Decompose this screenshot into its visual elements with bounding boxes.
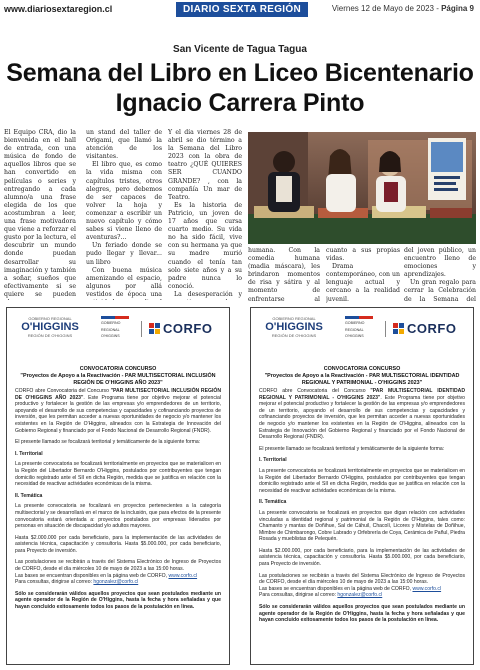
- notice-body: [15, 388, 221, 611]
- corfo-logo: [141, 317, 225, 341]
- notice-final-note: Sólo se considerarán válidos aquellos proyectos que sean postulados mediante un agente operador de la Región de O'Higgins, hasta la fecha y hora señaladas y que hayan concluido exitosamente todos los pasos de la postulación en línea.: [259, 604, 465, 624]
- section-territorial-heading: I. Territorial: [259, 457, 287, 464]
- page-header: [0, 0, 480, 20]
- page-number: Página 9: [441, 4, 474, 13]
- gob-logo-line-1: GOBIERNO: [345, 321, 365, 325]
- notice-apply-c: [259, 592, 465, 599]
- article-paragraph: Un gran regalo para cerrar la Celebración de la Semana del: [404, 279, 476, 303]
- article-paragraph: Es la historia de Patricio, un joven de 17 años que cursa cuarto medio. Su vida no ha sido fácil, vive con su hermana ya que su madre murió cuando el tenía tan solo siete años y a su padre nunca lo conoció.: [168, 201, 242, 290]
- notice-final-note: Sólo se considerarán válidos aquellos proyectos que sean postulados mediante un agente operador de la Región de O'Higgins, hasta la fecha y hora señaladas y que hayan concluido exitosamente todos los pasos de la postulación en línea.: [15, 590, 221, 611]
- notice-apply-a: Las postulaciones se recibirán a través del Sistema Electrónico de Ingreso de Proyectos de CORFO, desde el día miércoles 10 de mayo de 2023 a las 15:00 horas.: [259, 572, 465, 586]
- article-paragraph: del joven público, un encuentro lleno de emociones y aprendizajes.: [404, 247, 476, 279]
- corfo-web-link[interactable]: www.corfo.cl: [412, 585, 442, 592]
- notice-intro: [259, 388, 465, 441]
- article-column-3: [168, 129, 242, 300]
- intro-program-name: "PAR MULTISECTORIAL INCLUSIÓN REGIÓN DE O'HIGGINS AÑO 2023": [15, 388, 222, 401]
- corfo-mark-icon: [393, 323, 404, 334]
- section-tematica-heading: II. Temática: [15, 492, 43, 499]
- section-territorial-text: La presente convocatoria se focalizará territorialmente en proyectos que se materialicen en la Región del Libertador Bernardo O'Higgins, postulados por contribuyentes que tengan domicilio registrado ante el SII en dicha Región, medida que se justifica en relación con la necesidad de reactivar actividades económicas de la misma.: [259, 467, 465, 494]
- notice-identidad: [250, 307, 474, 665]
- gob-logo-line-3: O'HIGGINS: [345, 334, 364, 338]
- article-paragraph: El Equipo CRA, dio la bienvenida en el hall de entrada, con una música de fondo de aquellos libros que se han convertido en películas o series y entregando a cada alumno/a una frase elegida de los que acostumbran a leer, una frase motivadora que viene a reforzar el gusto por la lectura, el descubrir un mundo donde puedan desarrollar su imaginación y también a soñar, sueños que efectivamente si se quiere se pueden: [4, 129, 76, 298]
- corfo-logo: [385, 317, 469, 341]
- notice-logos: [251, 308, 473, 352]
- article-column-1: [4, 129, 76, 300]
- gob-logo-line-3: O'HIGGINS: [101, 334, 120, 338]
- ohiggins-logo-gobierno: GOBIERNO REGIONAL: [272, 316, 316, 321]
- issue-date: [332, 4, 474, 13]
- notice-apply-c: [15, 579, 221, 586]
- notice-body: [259, 388, 465, 624]
- ohiggins-logo-sub: REGIÓN DE O'HIGGINS: [27, 333, 73, 338]
- ohiggins-logo-sub: REGIÓN DE O'HIGGINS: [271, 333, 317, 338]
- article-column-4: [248, 247, 320, 303]
- section-tematica-text: La presente convocatoria se focalizará en proyectos pertenecientes a la categoría multisectorial y se desarrollará en el marco de la inclusión, que para efectos de la presente convocatoria estará orientada a: proyectos postulados por empresas liderados por personas en situación de discapacidad y/o adultos mayores.: [15, 503, 221, 530]
- ohiggins-logo-gobierno: GOBIERNO REGIONAL: [28, 316, 72, 321]
- article-paragraph: Con buena música amenizando el espacio, algunos por allá vestidos de época una: [86, 266, 162, 298]
- article-paragraph: humana. Con la comedia humana (madia máscara), les brindaron momentos de risa y sátira y al momento de enfrentarse al: [248, 247, 320, 303]
- corfo-web-link[interactable]: www.corfo.cl: [168, 572, 198, 579]
- notice-logos: [7, 308, 229, 352]
- article-paragraph: Drama contemporáneo, con un lenguaje actual y cercano a la realidad juvenil.: [326, 263, 400, 303]
- section-tematica-heading: II. Temática: [259, 499, 287, 506]
- section-tematica-text: La presente convocatoria se focalizará en proyectos que digan relación con actividades vinculadas a identidad regional y patrimonial de la Región de O'Higgins, tales como: Chamanto y mantas de Doñihue, Sal de Cáhuil, Chacolí, Licores y Mistelas de Doñihue, Mimbre de Chimbarongo, Cobre Labrado y Orfebrería de Coya, Cerámica de Pañul, Piedra Rosada y mueblistas de Pelequén.: [259, 509, 465, 543]
- contact-email-link[interactable]: hgonzalez@corfo.cl: [93, 579, 139, 586]
- ohiggins-logo-name: O'HIGGINS: [265, 321, 323, 333]
- flag-bar: [345, 316, 379, 319]
- notice-apply-a: Las postulaciones se recibirán a través del Sistema Electrónico de Ingreso de Proyectos de CORFO, desde el día miércoles 10 de mayo de 2023 a las 15:00 horas.: [15, 559, 221, 573]
- gobierno-regional-logo: [101, 316, 135, 342]
- newspaper-title: DIARIO SEXTA REGIÓN: [176, 2, 308, 17]
- notice-apply-b: [259, 586, 465, 593]
- notice-focus: El presente llamado se focalizará territorial y temáticamente de la siguiente forma:: [259, 445, 445, 452]
- site-url[interactable]: www.diariosextaregion.cl: [4, 4, 113, 14]
- section-territorial-text: La presente convocatoria se focalizará territorialmente en proyectos que se materialicen en la Región del Libertador Bernardo O'Higgins, postulados por contribuyentes que tengan domicilio registrado ante el SII en dicha Región, medida que se justifica en relación con la necesidad de reactivar actividades económicas de la misma.: [15, 461, 221, 488]
- article-paragraph: La desesperación y: [174, 290, 242, 298]
- intro-lead: CORFO abre Convocatoria del Concurso: [15, 388, 111, 394]
- article-column-2: [86, 129, 162, 300]
- section-territorial-heading: I. Territorial: [15, 450, 43, 457]
- intro-lead: CORFO abre Convocatoria del Concurso: [259, 388, 371, 394]
- flag-bar: [101, 316, 135, 319]
- apply-c-lead: Para consultas, dirigirse al correo:: [259, 592, 338, 599]
- contact-email-link[interactable]: hgonzalez@corfo.cl: [337, 592, 383, 599]
- photo-illustration: [248, 132, 476, 244]
- date-text: Viernes 12 de Mayo de 2023 -: [331, 4, 442, 13]
- notice-title-line-2: "Proyectos de Apoyo a la Reactivación - PAR MULTISECTORIAL IDENTIDAD REGIONAL Y PATRIMONIAL - O'HIGGINS 2023": [264, 373, 460, 386]
- notice-amount: Hasta $2.000.000 por cada beneficiario, para la implementación de las actividades de asistencia técnica, capacitación y consultoría. Hasta $5.000.000, por cada beneficiario, para Proyecto de inversión.: [15, 534, 221, 554]
- notice-amount: Hasta $2.000.000, por cada beneficiario, para la implementación de las actividades de asistencia técnica, capacitación y consultoría. Hasta $5.000.000, por cada beneficiario, para Proyecto de inversión.: [259, 547, 465, 568]
- notice-focus: El presente llamado se focalizará territorial y temáticamente de la siguiente forma:: [15, 439, 201, 446]
- article-photo: [248, 132, 476, 244]
- intro-program-name: "PAR MULTISECTORIAL IDENTIDAD REGIONAL Y PATRIMONIAL - O'HIGGINS 2023": [259, 388, 465, 401]
- article-paragraph: cuanto a sus propias vidas.: [326, 247, 400, 263]
- article-column-6: [404, 247, 476, 303]
- logo-divider: [385, 321, 386, 337]
- corfo-wordmark: CORFO: [163, 321, 213, 336]
- gob-logo-line-1: GOBIERNO: [101, 321, 121, 325]
- intro-rest: . Este Programa tiene por objetivo mejorar el potencial productivo y fortalecer la gestión de las empresas y/o emprendedores de un territorio, apoyando el desarrollo de sus competencias y capacidades y cofinanciando proyectos de inversión, que les permitan acceder a nuevas oportunidades de negocio y/o mantener los existentes en la Región de O'Higgins, alineados con la Estrategia de Innovación del Gobierno Regional y financiado por el Fondo Nacional de Desarrollo Regional (FNDR).: [15, 394, 221, 434]
- notice-title-line-1: CONVOCATORIA CONCURSO: [79, 366, 157, 372]
- notice-apply-b: [15, 573, 221, 580]
- ohiggins-logo: [15, 316, 85, 338]
- gobierno-regional-logo: [345, 316, 379, 342]
- apply-b-lead: Las bases se encuentran disponibles en la página web de CORFO,: [259, 585, 413, 592]
- notice-intro: [15, 388, 221, 434]
- logo-divider: [141, 321, 142, 337]
- intro-rest: . Este Programa tiene por objetivo mejorar el potencial productivo y fortalecer la gestión de las empresas y/o emprendedores de un territorio, apoyando el desarrollo de sus competencias y capacidades y cofinanciando proyectos de inversión, que les permitan acceder a nuevas oportunidades de negocio y/o mantener los existentes en la Región de O'Higgins, alineados con la Estrategia de Innovación del Gobierno Regional y financiado por el Fondo Nacional de Desarrollo Regional (FNDR).: [259, 394, 465, 441]
- apply-c-lead: Para consultas, dirigirse al correo:: [15, 579, 94, 586]
- apply-b-lead: Las bases se encuentran disponibles en la página web de CORFO,: [15, 572, 169, 579]
- gob-logo-line-2: REGIONAL: [345, 327, 364, 332]
- article-paragraph: Un feriado donde se pudo llegar y llevar... un libro: [86, 242, 162, 266]
- gob-logo-line-2: REGIONAL: [101, 327, 120, 332]
- article-kicker: San Vicente de Tagua Tagua: [173, 44, 307, 55]
- notice-title: [15, 366, 221, 387]
- article-paragraph: El libro que, es como la vida misma con capítulos tristes, otros alegres, pero debemos de ser capaces de volver la hoja y comenzar a escribir un nuevo capítulo y cómo sabes si viene lleno de aventuras?...: [86, 161, 162, 242]
- notice-title-line-1: CONVOCATORIA CONCURSO: [323, 366, 401, 372]
- notice-inclusion: [6, 307, 230, 665]
- corfo-mark-icon: [149, 323, 160, 334]
- article-headline: Semana del Libro en Liceo Bicentenario Ignacio Carrera Pinto: [6, 59, 474, 117]
- ohiggins-logo: [259, 316, 329, 338]
- article-paragraph: un stand del taller de Origami, que llamó la atención de los visitantes.: [86, 129, 162, 161]
- article-column-5: [326, 247, 400, 303]
- notice-title: [259, 366, 465, 387]
- article-paragraph: Y el día viernes 28 de abril se dio término a la Semana del Libro 2023 con la obra de teatro ¿QUÉ QUIERES SER CUANDO GRANDE? , con la compañía Un mar de Teatro.: [168, 129, 242, 201]
- notice-title-line-2: "Proyectos de Apoyo a la Reactivación - PAR MULTISECTORIAL INCLUSIÓN REGIÓN DE O'HIGGINS AÑO 2023": [20, 373, 216, 386]
- ohiggins-logo-name: O'HIGGINS: [21, 321, 79, 333]
- corfo-wordmark: CORFO: [407, 321, 457, 336]
